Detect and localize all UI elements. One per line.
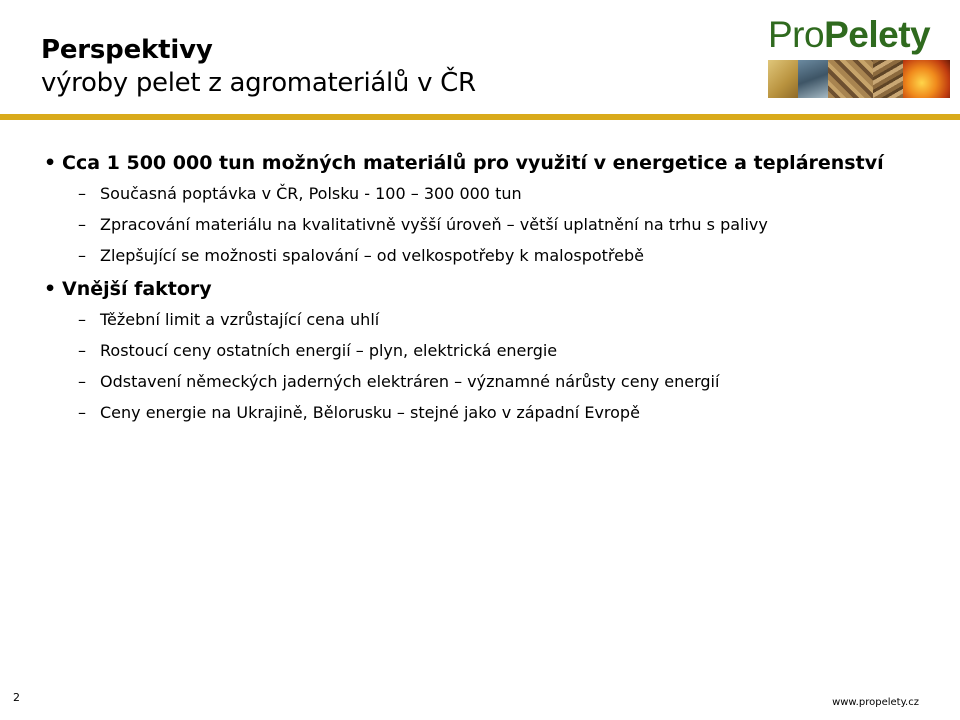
dash-marker: – — [78, 372, 86, 391]
propelety-logo — [768, 14, 950, 100]
sub-bullet — [44, 214, 934, 236]
dash-marker: – — [78, 403, 86, 422]
bullet-2-text: Vnější faktory — [62, 278, 212, 300]
sub-bullet-text: Zlepšující se možnosti spalování – od velkospotřeby k malospotřebě — [100, 246, 644, 265]
dash-marker: – — [78, 184, 86, 203]
title-main: Perspektivy — [41, 35, 213, 65]
bullet-1 — [44, 150, 934, 177]
pellets-photo — [828, 60, 873, 98]
sub-bullet-text: Ceny energie na Ukrajině, Bělorusku – stejné jako v západní Evropě — [100, 403, 640, 422]
sub-bullet — [44, 340, 934, 362]
logo-text-pro: Pro — [768, 14, 825, 55]
bullet-1-text: Cca 1 500 000 tun možných materiálů pro využití v energetice a teplárenství — [62, 152, 884, 174]
sub-bullet-text: Současná poptávka v ČR, Polsku - 100 – 300 000 tun — [100, 184, 522, 203]
sub-bullet — [44, 402, 934, 424]
pellets-closeup-photo — [873, 60, 903, 98]
dash-marker: – — [78, 215, 86, 234]
machine-photo — [798, 60, 828, 98]
dash-marker: – — [78, 246, 86, 265]
dash-marker: – — [78, 310, 86, 329]
hay-bale-photo — [768, 60, 798, 98]
logo-text-pelety: Pelety — [824, 14, 931, 55]
footer-url: www.propelety.cz — [832, 697, 919, 708]
title-subtitle: výroby pelet z agromateriálů v ČR — [41, 68, 476, 98]
bullet-2 — [44, 276, 934, 303]
page-number: 2 — [13, 691, 20, 704]
slide-content — [44, 150, 934, 424]
bullet-marker: • — [44, 278, 57, 300]
logo-photo-strip — [768, 60, 950, 98]
bullet-marker: • — [44, 152, 57, 174]
sub-bullet-text: Rostoucí ceny ostatních energií – plyn, elektrická energie — [100, 341, 558, 360]
sub-bullet-text: Odstavení německých jaderných elektráren – významné nárůsty ceny energií — [100, 372, 720, 391]
sub-bullet-text: Zpracování materiálu na kvalitativně vyšší úroveň – větší uplatnění na trhu s palivy — [100, 215, 768, 234]
fire-photo — [903, 60, 950, 98]
sub-bullet-text: Těžební limit a vzrůstající cena uhlí — [100, 310, 380, 329]
title-divider — [0, 114, 960, 120]
slide-title — [41, 33, 741, 100]
sub-bullet — [44, 183, 934, 205]
dash-marker: – — [78, 341, 86, 360]
sub-bullet — [44, 309, 934, 331]
sub-bullet — [44, 371, 934, 393]
logo-wordmark — [768, 14, 950, 56]
sub-bullet — [44, 245, 934, 267]
